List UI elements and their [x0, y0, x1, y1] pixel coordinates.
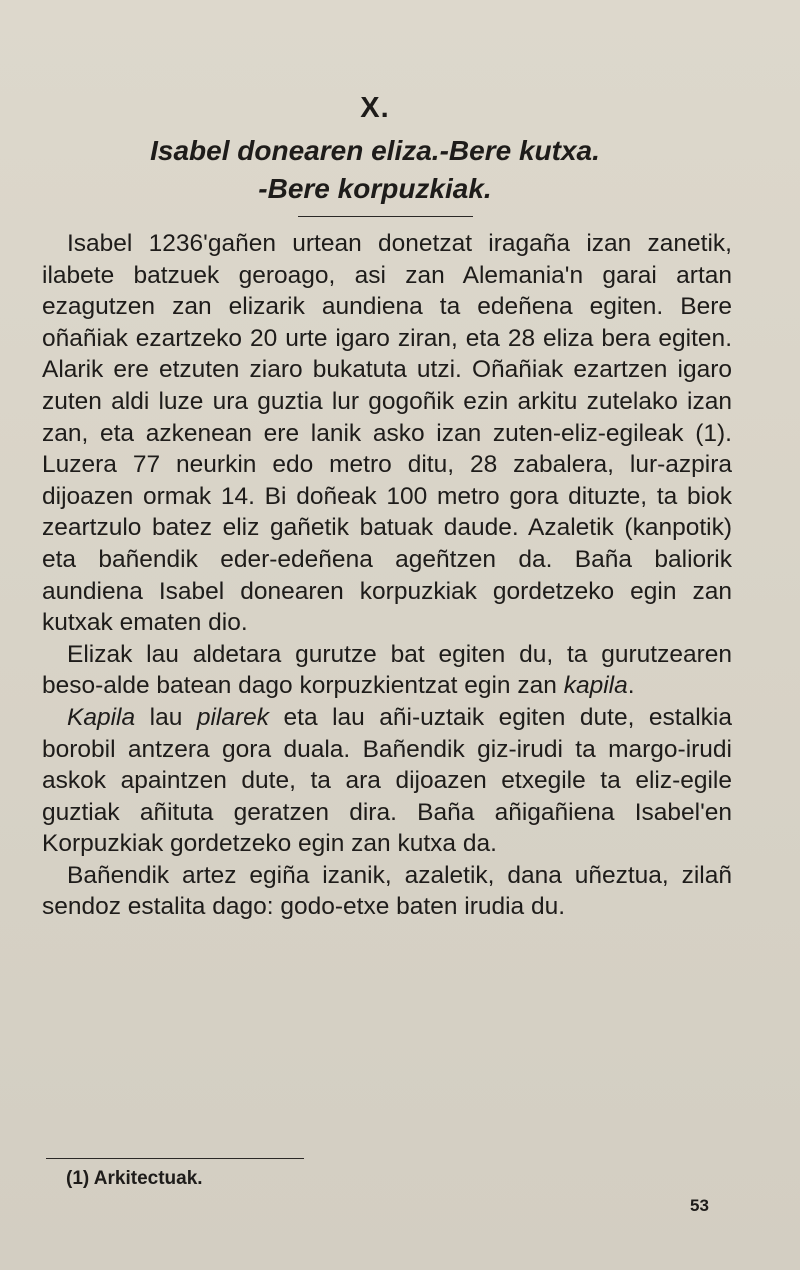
italic-term-kapila: kapila: [563, 672, 628, 700]
chapter-number: X.: [360, 92, 390, 124]
chapter-title: [0, 132, 750, 208]
paragraph-3: [42, 702, 732, 860]
italic-term-pilarek: pilarek: [196, 703, 270, 731]
footnote: (1) Arkitectuak.: [66, 1168, 203, 1189]
paragraph-2: [42, 639, 732, 702]
paragraph-4: Bañendik artez egiña izanik, azaletik, dana uñeztua, zilañ sendoz estalita dago: godo-etxe baten irudia du.: [42, 861, 732, 921]
paragraph-2-text: Elizak lau aldetara gurutze bat egiten du, ta gurutzearen beso-alde batean dago korpuzkientzat egin zan: [42, 640, 732, 700]
body-text: [42, 228, 732, 923]
italic-term-kapila-start: Kapila: [67, 703, 136, 731]
chapter-title-line-1: Isabel donearen eliza.-Bere kutxa.: [150, 135, 600, 166]
page-number: 53: [690, 1196, 709, 1215]
paragraph-3-text-a: lau: [135, 703, 197, 731]
footnote-divider: [46, 1158, 304, 1159]
paragraph-1: Isabel 1236'gañen urtean donetzat iragaña izan zanetik, ilabete batzuek geroago, asi zan Alemania'n garai artan ezagutzen zan elizarik aundiena ta edeñena egiten. Bere oñañiak ezartzeko 20 urte igaro ziran, eta 28 eliza bera egiten. Alarik ere etzuten ziaro bukatuta utzi. Oñañiak ezartzen igaro zuten aldi luze ura guztia lur gogoñik ezin arkitu zutelako izan zan, eta azkenean ere lanik asko izan zuten-eliz-egileak (1). Luzera 77 neurkin edo metro ditu, 28 zabalera, lur-azpira dijoazen ormak 14. Bi doñeak 100 metro gora dituzte, ta biok zeartzulo batez eliz gañetik batuak daude. Azaletik (kanpotik) eta bañendik eder-edeñena ageñtzen da. Baña baliorik aundiena Isabel donearen korpuzkiak gordetzeko egin zan kutxak ematen dio.: [42, 230, 732, 637]
title-divider: [298, 216, 473, 217]
paragraph-3-text-b: eta lau añi-uztaik egiten dute, estalkia borobil antzera gora duala. Bañendik giz-irudi ta margo-irudi askok apaintzen dute, ta ara dijoazen etxegile ta eliz-egile guztiak añituta geratzen dira. Baña añigañiena Isabel'en Korpuzkiak gordetzeko egin zan kutxa da.: [42, 703, 732, 858]
paragraph-2-end: .: [627, 672, 635, 700]
chapter-title-line-2: -Bere korpuzkiak.: [258, 173, 492, 204]
